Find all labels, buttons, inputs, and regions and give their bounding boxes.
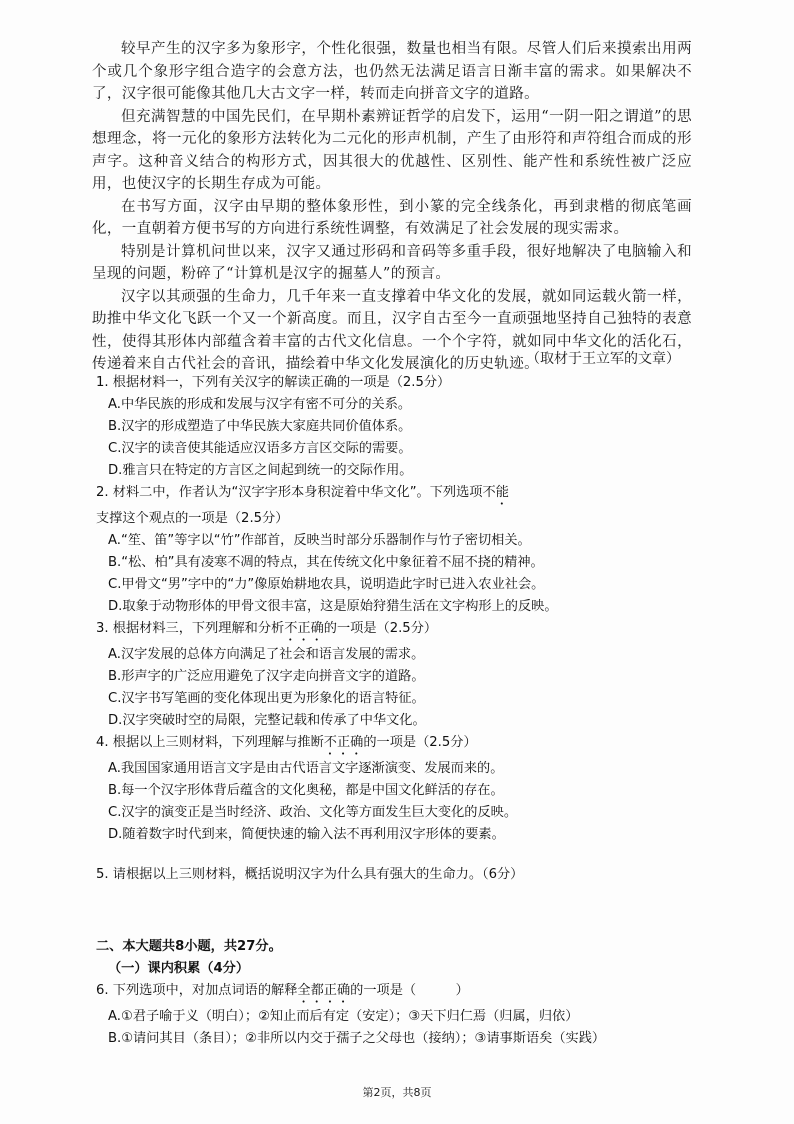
passage-paragraph: 在书写方面，汉字由早期的整体象形性，到小篆的完全线条化，再到隶楷的彻底笔画化，一直朝着方便书写的方向进行系统性调整，有效满足了社会发展的现实需求。 — [92, 198, 692, 237]
passage-source: （取材于王立军的文章） — [526, 351, 680, 367]
question-stem: 1. 根据材料一，下列有关汉字的解读正确的一项是（2.5分） — [96, 375, 451, 390]
passage-paragraph: 特别是计算机问世以来，汉字又通过形码和音码等多重手段，很好地解决了电脑输入和呈现的问题，粉碎了“计算机是汉字的掘墓人”的预言。 — [92, 243, 692, 282]
passage-paragraph: 汉字以其顽强的生命力，几千年来一直支撑着中华文化的发展，就如同运载火箭一样，助推中华文化飞跃一个又一个新高度。而且，汉字自古至今一直顽强地坚持自己独特的表意性，使得其形体内部蕴含着丰富的古代文化信息。一个个字符，就如同中华文化的活化石，传递着来自古代社会的音讯，描绘着中华文化发展演化的历史轨迹。 — [92, 288, 692, 372]
emphasized-word: 不正确 — [284, 621, 324, 636]
stem-text: 的一项是（2.5分） — [323, 621, 438, 636]
option-a: A.“笙、笛”等字以“竹”作部首，反映当时部分乐器制作与竹子密切相关。 — [108, 533, 531, 548]
stem-text: 3. 根据材料三，下列理解和分析 — [96, 621, 285, 636]
emphasized-word: 全都正确 — [297, 983, 351, 998]
option-c: C.甲骨文“男”字中的“力”像原始耕地农具，说明造此字时已进入农业社会。 — [108, 577, 545, 592]
passage-paragraph: 较早产生的汉字多为象形字，个性化很强，数量也相当有限。尽管人们后来摸索出用两个或几个象形字组合造字的会意方法，也仍然无法满足语言日渐丰富的需求。如果解决不了，汉字很可能像其他几大古文字一样，转而走向拼音文字的道路。 — [92, 41, 692, 102]
question-5 — [96, 864, 696, 886]
option-a: A.中华民族的形成和发展与汉字有密不可分的关系。 — [108, 397, 412, 412]
question-1 — [96, 372, 696, 482]
question-3 — [96, 618, 696, 732]
option-b: B.汉字的形成塑造了中华民族大家庭共同价值体系。 — [108, 419, 412, 434]
question-stem — [96, 482, 696, 530]
emphasized-word: 能 — [495, 485, 509, 500]
question-2 — [96, 482, 696, 618]
stem-text: 支撑这个观点的一项是（2.5分） — [96, 511, 289, 526]
option-d: D.随着数字时代到来，简便快速的输入法不再利用汉字形体的要素。 — [108, 827, 505, 842]
question-6 — [96, 980, 696, 1050]
stem-text: 的一项是（ ） — [350, 983, 469, 998]
page-number: 第2页，共8页 — [362, 1086, 432, 1099]
option-a: A.汉字发展的总体方向满足了社会和语言发展的需求。 — [108, 647, 425, 662]
passage-paragraph: 但充满智慧的中国先民们，在早期朴素辨证哲学的启发下，运用“一阴一阳之谓道”的思想理念，将一元化的象形方法转化为二元化的形声机制，产生了由形符和声符组合而成的形声字。这种音义结合的构形方式，因其很大的优越性、区别性、能产性和系统性被广泛应用，也使汉字的长期生存成为可能。 — [92, 108, 692, 192]
option-c: C.汉字的演变正是当时经济、政治、文化等方面发生巨大变化的反映。 — [108, 805, 518, 820]
question-stem — [96, 618, 696, 644]
option-c: C.汉字的读音使其能适应汉语多方言区交际的需要。 — [108, 441, 412, 456]
option-c: C.汉字书写笔画的变化体现出更为形象化的语言特征。 — [108, 691, 425, 706]
question-4 — [96, 732, 696, 846]
option-b: B.“松、柏”具有凌寒不凋的特点，其在传统文化中象征着不屈不挠的精神。 — [108, 555, 544, 570]
section-2-subtitle: （一）课内积累（4分） — [108, 961, 250, 976]
option-d: D.雅言只在特定的方言区之间起到统一的交际作用。 — [108, 463, 413, 478]
stem-text: 6. 下列选项中，对加点词语的解释 — [96, 983, 298, 998]
question-stem — [96, 732, 696, 758]
option-a: A.我国国家通用语言文字是由古代语言文字逐渐演变、发展而来的。 — [108, 761, 504, 776]
question-stem: 5. 请根据以上三则材料，概括说明汉字为什么具有强大的生命力。（6分） — [96, 867, 524, 882]
option-d: D.汉字突破时空的局限，完整记载和传承了中华文化。 — [108, 713, 426, 728]
option-d: D.取象于动物形体的甲骨文很丰富，这是原始狩猎生活在文字构形上的反映。 — [108, 599, 558, 614]
option-b: B.每一个汉字形体背后蕴含的文化奥秘，都是中国文化鲜活的存在。 — [108, 783, 504, 798]
stem-text: 的一项是（2.5分） — [363, 735, 477, 750]
option-a: A.①君子喻于义（明白）；②知止而后有定（安定）；③天下归仁焉（归属，归依） — [108, 1009, 579, 1024]
option-b: B.形声字的广泛应用避免了汉字走向拼音文字的道路。 — [108, 669, 425, 684]
question-stem — [96, 980, 696, 1006]
section-2-title: 二、本大题共8小题，共27分。 — [96, 939, 282, 954]
reading-passage — [92, 38, 692, 376]
stem-text: 2. 材料二中，作者认为“汉字字形本身积淀着中华文化”。下列选项不 — [96, 485, 496, 500]
emphasized-word: 不正确 — [323, 735, 364, 750]
question-list — [96, 372, 696, 1050]
option-b: B.①请问其目（条目）；②非所以内交于孺子之父母也（接纳）；③请事斯语矣（实践） — [108, 1031, 606, 1046]
stem-text: 4. 根据以上三则材料，下列理解与推断 — [96, 735, 324, 750]
